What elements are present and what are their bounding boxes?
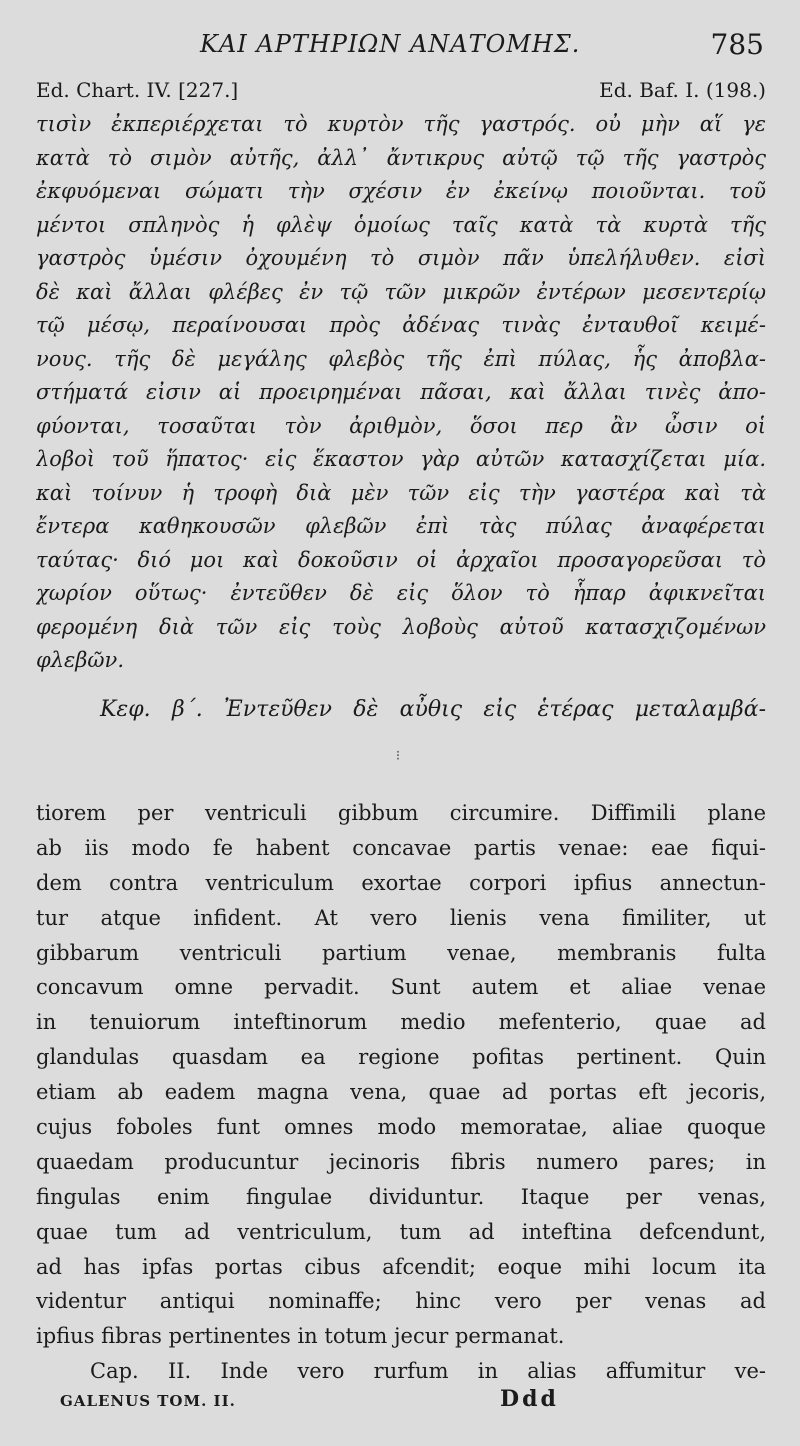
greek-line: καὶ τοίνυν ἡ τροφὴ διὰ μὲν τῶν εἰς τὴν γαστέρα καὶ τὰ xyxy=(36,480,766,505)
greek-line: ἔντερα καθηκουσῶν φλεβῶν ἐπὶ τὰς πύλας ἀναφέρεται xyxy=(36,514,766,538)
latin-line: dem contra ventriculum exortae corpori ipfius annectun- xyxy=(36,870,766,895)
greek-line: γαστρὸς ὑμέσιν ὀχουμένη τὸ σιμὸν πᾶν ὑπελήλυθεν. εἰσὶ xyxy=(36,246,766,270)
greek-line: φλεβῶν. xyxy=(36,648,124,672)
latin-line: quae tum ad ventriculum, tum ad inteftina defcendunt, xyxy=(36,1219,766,1244)
latin-line: concavum omne pervadit. Sunt autem et aliae venae xyxy=(36,975,766,1000)
greek-line: φύονται, τοσαῦται τὸν ἀριθμὸν, ὅσοι περ ἂν ὦσιν οἱ xyxy=(36,413,766,438)
volume-signature: GALENUS TOM. II. xyxy=(60,1392,236,1410)
greek-line: τῷ μέσῳ, περαίνουσαι πρὸς ἀδένας τινὰς ἐνταυθοῖ κειμέ- xyxy=(36,313,766,337)
greek-line: στήματά εἰσιν αἱ προειρημέναι πᾶσαι, καὶ ἄλλαι τινὲς ἀπο- xyxy=(36,380,766,404)
edition-basel: Ed. Baf. I. (198.) xyxy=(599,78,766,102)
latin-line: fingulas enim fingulae dividuntur. Itaque per venas, xyxy=(36,1184,766,1209)
edition-reference-line xyxy=(36,78,766,108)
running-title: ΚΑΙ ΑΡΤΗΡΙΩΝ ΑΝΑΤΟΜΗΣ. xyxy=(200,30,581,58)
latin-chapter-heading: Cap. II. Inde vero rurfum in alias affumitur ve- xyxy=(90,1359,766,1384)
running-head xyxy=(0,28,800,64)
page-footer xyxy=(60,1386,760,1416)
latin-line: etiam ab eadem magna vena, quae ad portas eft jecoris, xyxy=(36,1080,766,1105)
latin-line: tiorem per ventriculi gibbum circumire. Diffimili plane xyxy=(36,801,766,825)
greek-line: νους. τῆς δὲ μεγάλης φλεβὸς τῆς ἐπὶ πύλας, ἧς ἀποβλα- xyxy=(36,346,766,371)
latin-line: in tenuiorum inteftinorum medio mefenterio, quae ad xyxy=(36,1010,766,1035)
latin-line: glandulas quasdam ea regione pofitas pertinent. Quin xyxy=(36,1045,766,1070)
edition-chartier: Ed. Chart. IV. [227.] xyxy=(36,78,239,102)
greek-line: λοβοὶ τοῦ ἥπατος· εἰς ἕκαστον γὰρ αὐτῶν κατασχίζεται μία. xyxy=(36,447,766,471)
greek-line: δὲ καὶ ἄλλαι φλέβες ἐν τῷ τῶν μικρῶν ἐντέρων μεσεντερίῳ xyxy=(36,279,766,304)
greek-line: ἐκφυόμεναι σώματι τὴν σχέσιν ἐν ἐκείνῳ ποιοῦνται. τοῦ xyxy=(36,179,766,203)
greek-line: φερομένη διὰ τῶν εἰς τοὺς λοβοὺς αὐτοῦ κατασχιζομένων xyxy=(36,614,766,639)
latin-line: cujus foboles funt omnes modo memoratae, aliae quoque xyxy=(36,1115,766,1140)
latin-line: ad has ipfas portas cibus afcendit; eoque mihi locum ita xyxy=(36,1254,766,1279)
column-divider-mark: ⁝ xyxy=(395,748,401,764)
greek-line: ταύτας· διό μοι καὶ δοκοῦσιν οἱ ἀρχαῖοι προσαγορεῦσαι τὸ xyxy=(36,547,766,572)
gathering-mark: Ddd xyxy=(500,1386,559,1412)
latin-line: ab iis modo fe habent concavae partis venae: eae fiqui- xyxy=(36,835,766,860)
latin-line: tur atque infident. At vero lienis vena fimiliter, ut xyxy=(36,905,766,930)
latin-text-block xyxy=(36,796,766,1389)
greek-line: χωρίον οὕτως· ἐντεῦθεν δὲ εἰς ὅλον τὸ ἧπαρ ἀφικνεῖται xyxy=(36,581,766,605)
latin-line: gibbarum ventriculi partium venae, membranis fulta xyxy=(36,940,766,965)
page-number: 785 xyxy=(710,28,764,61)
latin-line: ipfius fibras pertinentes in totum jecur permanat. xyxy=(36,1324,565,1349)
greek-line: τισὶν ἐκπεριέρχεται τὸ κυρτὸν τῆς γαστρός. οὐ μὴν αἵ γε xyxy=(36,112,766,136)
greek-line: κατὰ τὸ σιμὸν αὐτῆς, ἀλλ᾽ ἄντικρυς αὐτῷ τῷ τῆς γαστρὸς xyxy=(36,145,766,170)
greek-chapter-heading: Κεφ. β΄. Ἐντεῦθεν δὲ αὖθις εἰς ἑτέρας μεταλαμβά- xyxy=(100,697,766,722)
greek-line: μέντοι σπληνὸς ἡ φλὲψ ὁμοίως ταῖς κατὰ τὰ κυρτὰ τῆς xyxy=(36,212,766,237)
latin-line: quaedam producuntur jecinoris fibris numero pares; in xyxy=(36,1149,766,1174)
latin-line: videntur antiqui nominaffe; hinc vero per venas ad xyxy=(36,1289,766,1314)
greek-text-block xyxy=(36,108,766,678)
